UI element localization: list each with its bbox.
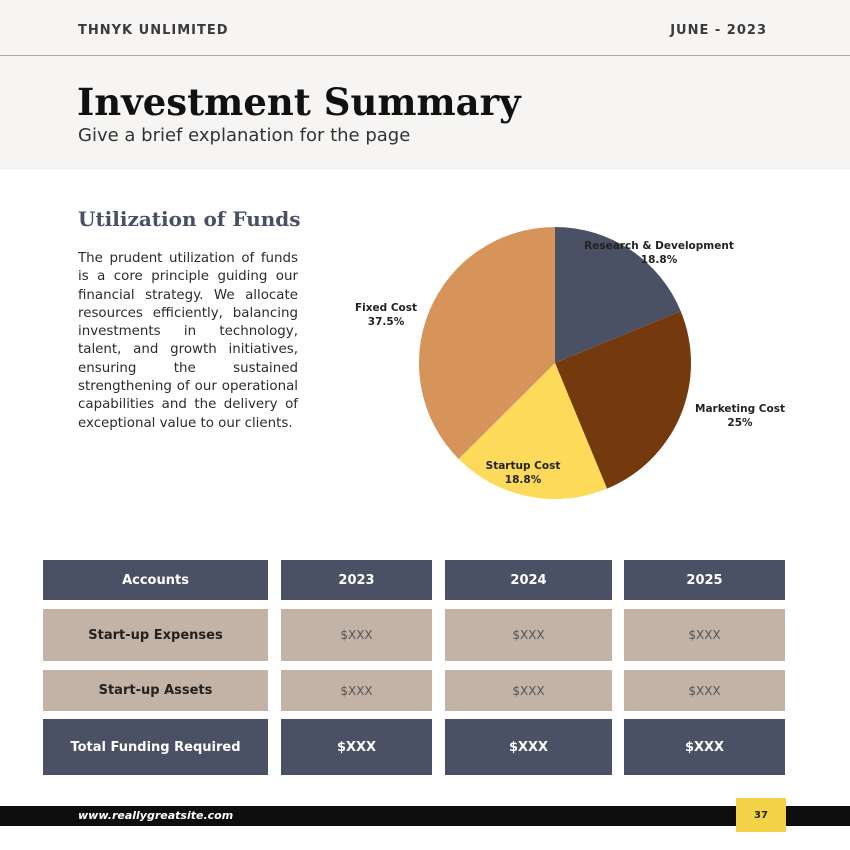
table-header-2025: 2025 [624, 560, 785, 600]
table-total-cell: $XXX [445, 719, 612, 775]
table-cell: $XXX [281, 670, 432, 711]
table-total-label: Total Funding Required [43, 719, 268, 775]
pie-label-name: Startup Cost [485, 460, 561, 472]
pie-label-name: Fixed Cost [354, 302, 418, 314]
pie-label-value: 25% [727, 417, 753, 429]
table-cell: $XXX [445, 609, 612, 661]
pie-label-name: Research & Development [584, 240, 734, 252]
table-row-label: Start-up Assets [43, 670, 268, 711]
table-cell: $XXX [445, 670, 612, 711]
pie-label-value: 37.5% [367, 316, 405, 328]
table-header-2024: 2024 [445, 560, 612, 600]
page-subtitle: Give a brief explanation for the page [78, 125, 411, 146]
page-number-badge: 37 [736, 798, 786, 832]
document-date: JUNE - 2023 [670, 23, 767, 38]
table-header-accounts: Accounts [43, 560, 268, 600]
footer-website-link[interactable]: www.reallygreatsite.com [78, 809, 234, 822]
table-cell: $XXX [624, 609, 785, 661]
brand-name: THNYK UNLIMITED [78, 23, 229, 38]
table-header-2023: 2023 [281, 560, 432, 600]
pie-label-value: 18.8% [640, 254, 678, 266]
table-row-label: Start-up Expenses [43, 609, 268, 661]
section-body: The prudent utilization of funds is a core principle guiding our financial strategy. We allocate resources efficiently, balancing investments in technology, talent, and growth initiatives, ensuring the sustained strengthening of our operational capabilities and the delivery of exceptional value to our clients. [78, 251, 298, 431]
table-total-cell: $XXX [281, 719, 432, 775]
table-cell: $XXX [624, 670, 785, 711]
section-title: Utilization of Funds [78, 207, 301, 231]
table-total-cell: $XXX [624, 719, 785, 775]
pie-label-value: 18.8% [504, 474, 542, 486]
table-cell: $XXX [281, 609, 432, 661]
page-title: Investment Summary [77, 80, 521, 124]
pie-label-name: Marketing Cost [695, 403, 785, 415]
